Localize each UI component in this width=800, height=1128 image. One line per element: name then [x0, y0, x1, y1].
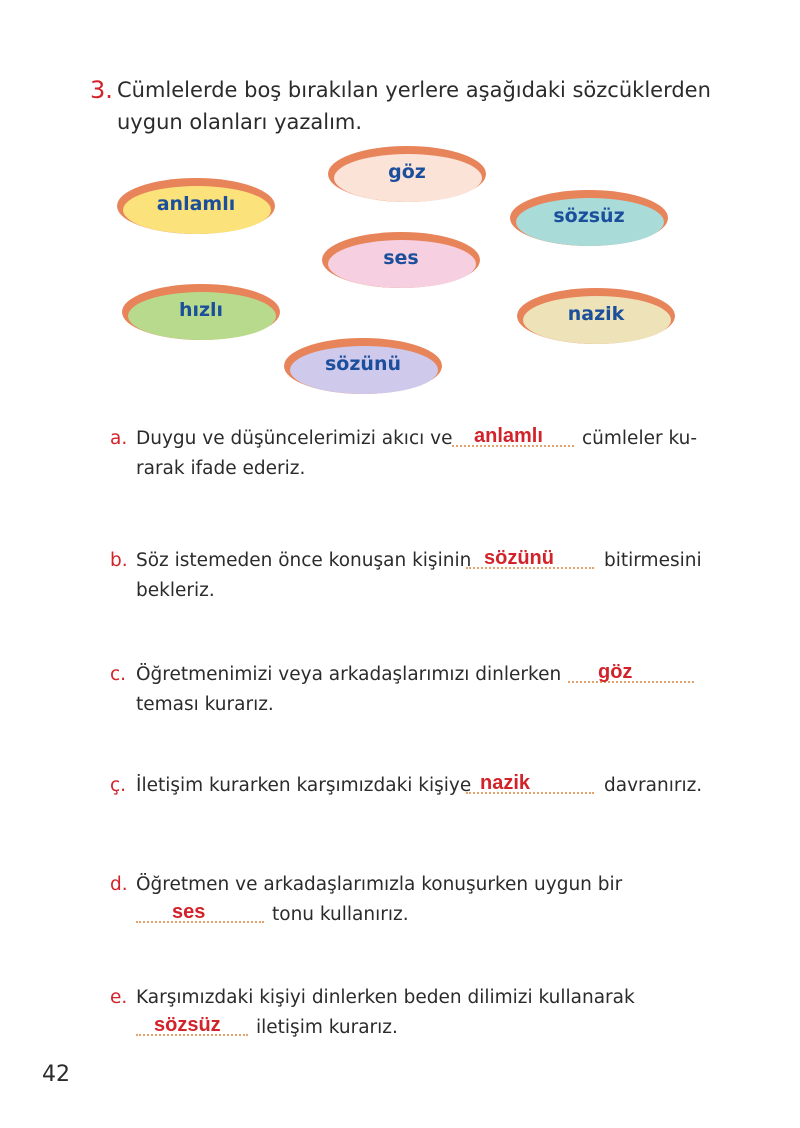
word-chip-nazik	[517, 288, 675, 344]
item-text-before: İletişim kurarken karşımızdaki kişiye	[136, 775, 472, 796]
word-chip-goz	[328, 146, 486, 202]
item-text-after: cümleler ku-	[582, 428, 697, 449]
chip-word: nazik	[567, 303, 625, 325]
word-chip-hizli	[122, 284, 280, 340]
item-text-after: bitirmesini	[604, 550, 702, 571]
word-chip-anlamli	[117, 178, 275, 234]
item-label: b.	[110, 550, 128, 571]
word-chip-sozsuz	[510, 190, 668, 246]
answer-text: sözünü	[484, 547, 554, 569]
answer-text: nazik	[480, 772, 531, 794]
answer-text: ses	[172, 901, 206, 923]
item-text-before: Öğretmenimizi veya arkadaşlarımızı dinlerken	[136, 664, 562, 685]
question-number: 3.	[90, 76, 113, 104]
chip-word: sözünü	[325, 353, 401, 375]
item-label: c.	[110, 664, 127, 685]
word-chip-ses	[322, 232, 480, 288]
chip-word: hızlı	[178, 299, 224, 321]
item-text-before: Duygu ve düşüncelerimizi akıcı ve	[136, 428, 453, 449]
item-text-line2: tonu kullanırız.	[272, 904, 409, 925]
item-text-before: Karşımızdaki kişiyi dinlerken beden dilimizi kullanarak	[136, 987, 635, 1008]
answer-text: sözsüz	[154, 1014, 221, 1036]
chip-word: anlamlı	[156, 193, 236, 215]
item-text-before: Söz istemeden önce konuşan kişinin	[136, 550, 472, 571]
item-text-after: davranırız.	[604, 775, 703, 796]
answer-text: anlamlı	[474, 425, 543, 447]
item-label: ç.	[110, 775, 127, 796]
question-text-line2: uygun olanları yazalım.	[117, 110, 363, 134]
item-label: a.	[110, 428, 128, 449]
item-text-line2: rarak ifade ederiz.	[136, 458, 306, 479]
item-label: e.	[110, 987, 128, 1008]
item-text-line2: iletişim kurarız.	[256, 1017, 398, 1038]
item-text-before: Öğretmen ve arkadaşlarımızla konuşurken uygun bir	[136, 874, 623, 895]
item-text-line2: bekleriz.	[136, 580, 215, 601]
item-label: d.	[110, 874, 128, 895]
chip-word: ses	[383, 247, 419, 269]
chip-word: sözsüz	[553, 205, 625, 227]
question-text-line1: Cümlelerde boş bırakılan yerlere aşağıdaki sözcüklerden	[117, 78, 711, 102]
answer-text: göz	[598, 661, 633, 683]
chip-word: göz	[388, 161, 426, 183]
item-text-line2: teması kurarız.	[136, 694, 274, 715]
word-chip-sozunu	[284, 338, 442, 394]
page-number: 42	[42, 1062, 70, 1087]
